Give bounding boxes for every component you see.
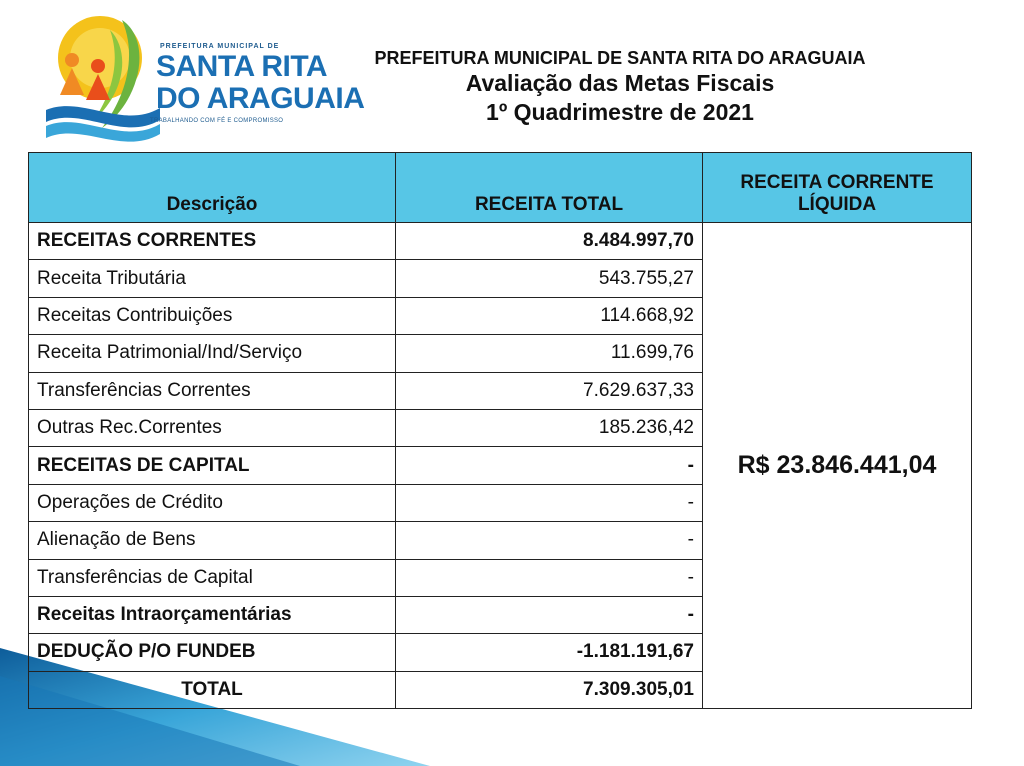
row-label: Operações de Crédito (29, 484, 396, 521)
row-value: - (396, 447, 703, 484)
column-header-net-current-revenue: RECEITA CORRENTE LÍQUIDA (703, 153, 972, 223)
row-label: Alienação de Bens (29, 522, 396, 559)
row-value: -1.181.191,67 (396, 634, 703, 671)
net-current-revenue-value: R$ 23.846.441,04 (703, 223, 972, 709)
row-label: Receita Tributária (29, 260, 396, 297)
row-value: 114.668,92 (396, 297, 703, 334)
table-header-row (29, 153, 972, 223)
row-value: - (396, 484, 703, 521)
total-label: TOTAL (29, 671, 396, 708)
total-value: 7.309.305,01 (396, 671, 703, 708)
row-label: Receitas Contribuições (29, 297, 396, 334)
column-header-description: Descrição (29, 153, 396, 223)
logo-org-text: PREFEITURA MUNICIPAL DE (160, 43, 280, 50)
row-value: 8.484.997,70 (396, 223, 703, 260)
logo-name-line2: DO ARAGUAIA (156, 82, 365, 115)
row-value: - (396, 559, 703, 596)
column-header-total-revenue: RECEITA TOTAL (396, 153, 703, 223)
page-heading (300, 47, 940, 127)
row-label: Receitas Intraorçamentárias (29, 596, 396, 633)
row-label: DEDUÇÃO P/O FUNDEB (29, 634, 396, 671)
row-label: RECEITAS DE CAPITAL (29, 447, 396, 484)
fiscal-targets-table (28, 152, 972, 709)
report-title: Avaliação das Metas Fiscais (465, 70, 775, 96)
row-label: Receita Patrimonial/Ind/Serviço (29, 335, 396, 372)
row-label: Transferências de Capital (29, 559, 396, 596)
row-value: 11.699,76 (396, 335, 703, 372)
row-label: Transferências Correntes (29, 372, 396, 409)
row-value: 185.236,42 (396, 409, 703, 446)
report-period: 1º Quadrimestre de 2021 (486, 99, 754, 125)
logo-tagline: TRABALHANDO COM FÉ E COMPROMISSO (150, 118, 284, 124)
row-value: - (396, 522, 703, 559)
logo-name-line1: SANTA RITA (156, 50, 328, 83)
org-title: PREFEITURA MUNICIPAL DE SANTA RITA DO ARAGUAIA (374, 48, 866, 68)
row-value: 543.755,27 (396, 260, 703, 297)
row-label: Outras Rec.Correntes (29, 409, 396, 446)
municipality-logo (42, 10, 365, 150)
table-row (29, 223, 972, 260)
logo-emblem-icon (42, 10, 162, 150)
row-label: RECEITAS CORRENTES (29, 223, 396, 260)
row-value: 7.629.637,33 (396, 372, 703, 409)
row-value: - (396, 596, 703, 633)
